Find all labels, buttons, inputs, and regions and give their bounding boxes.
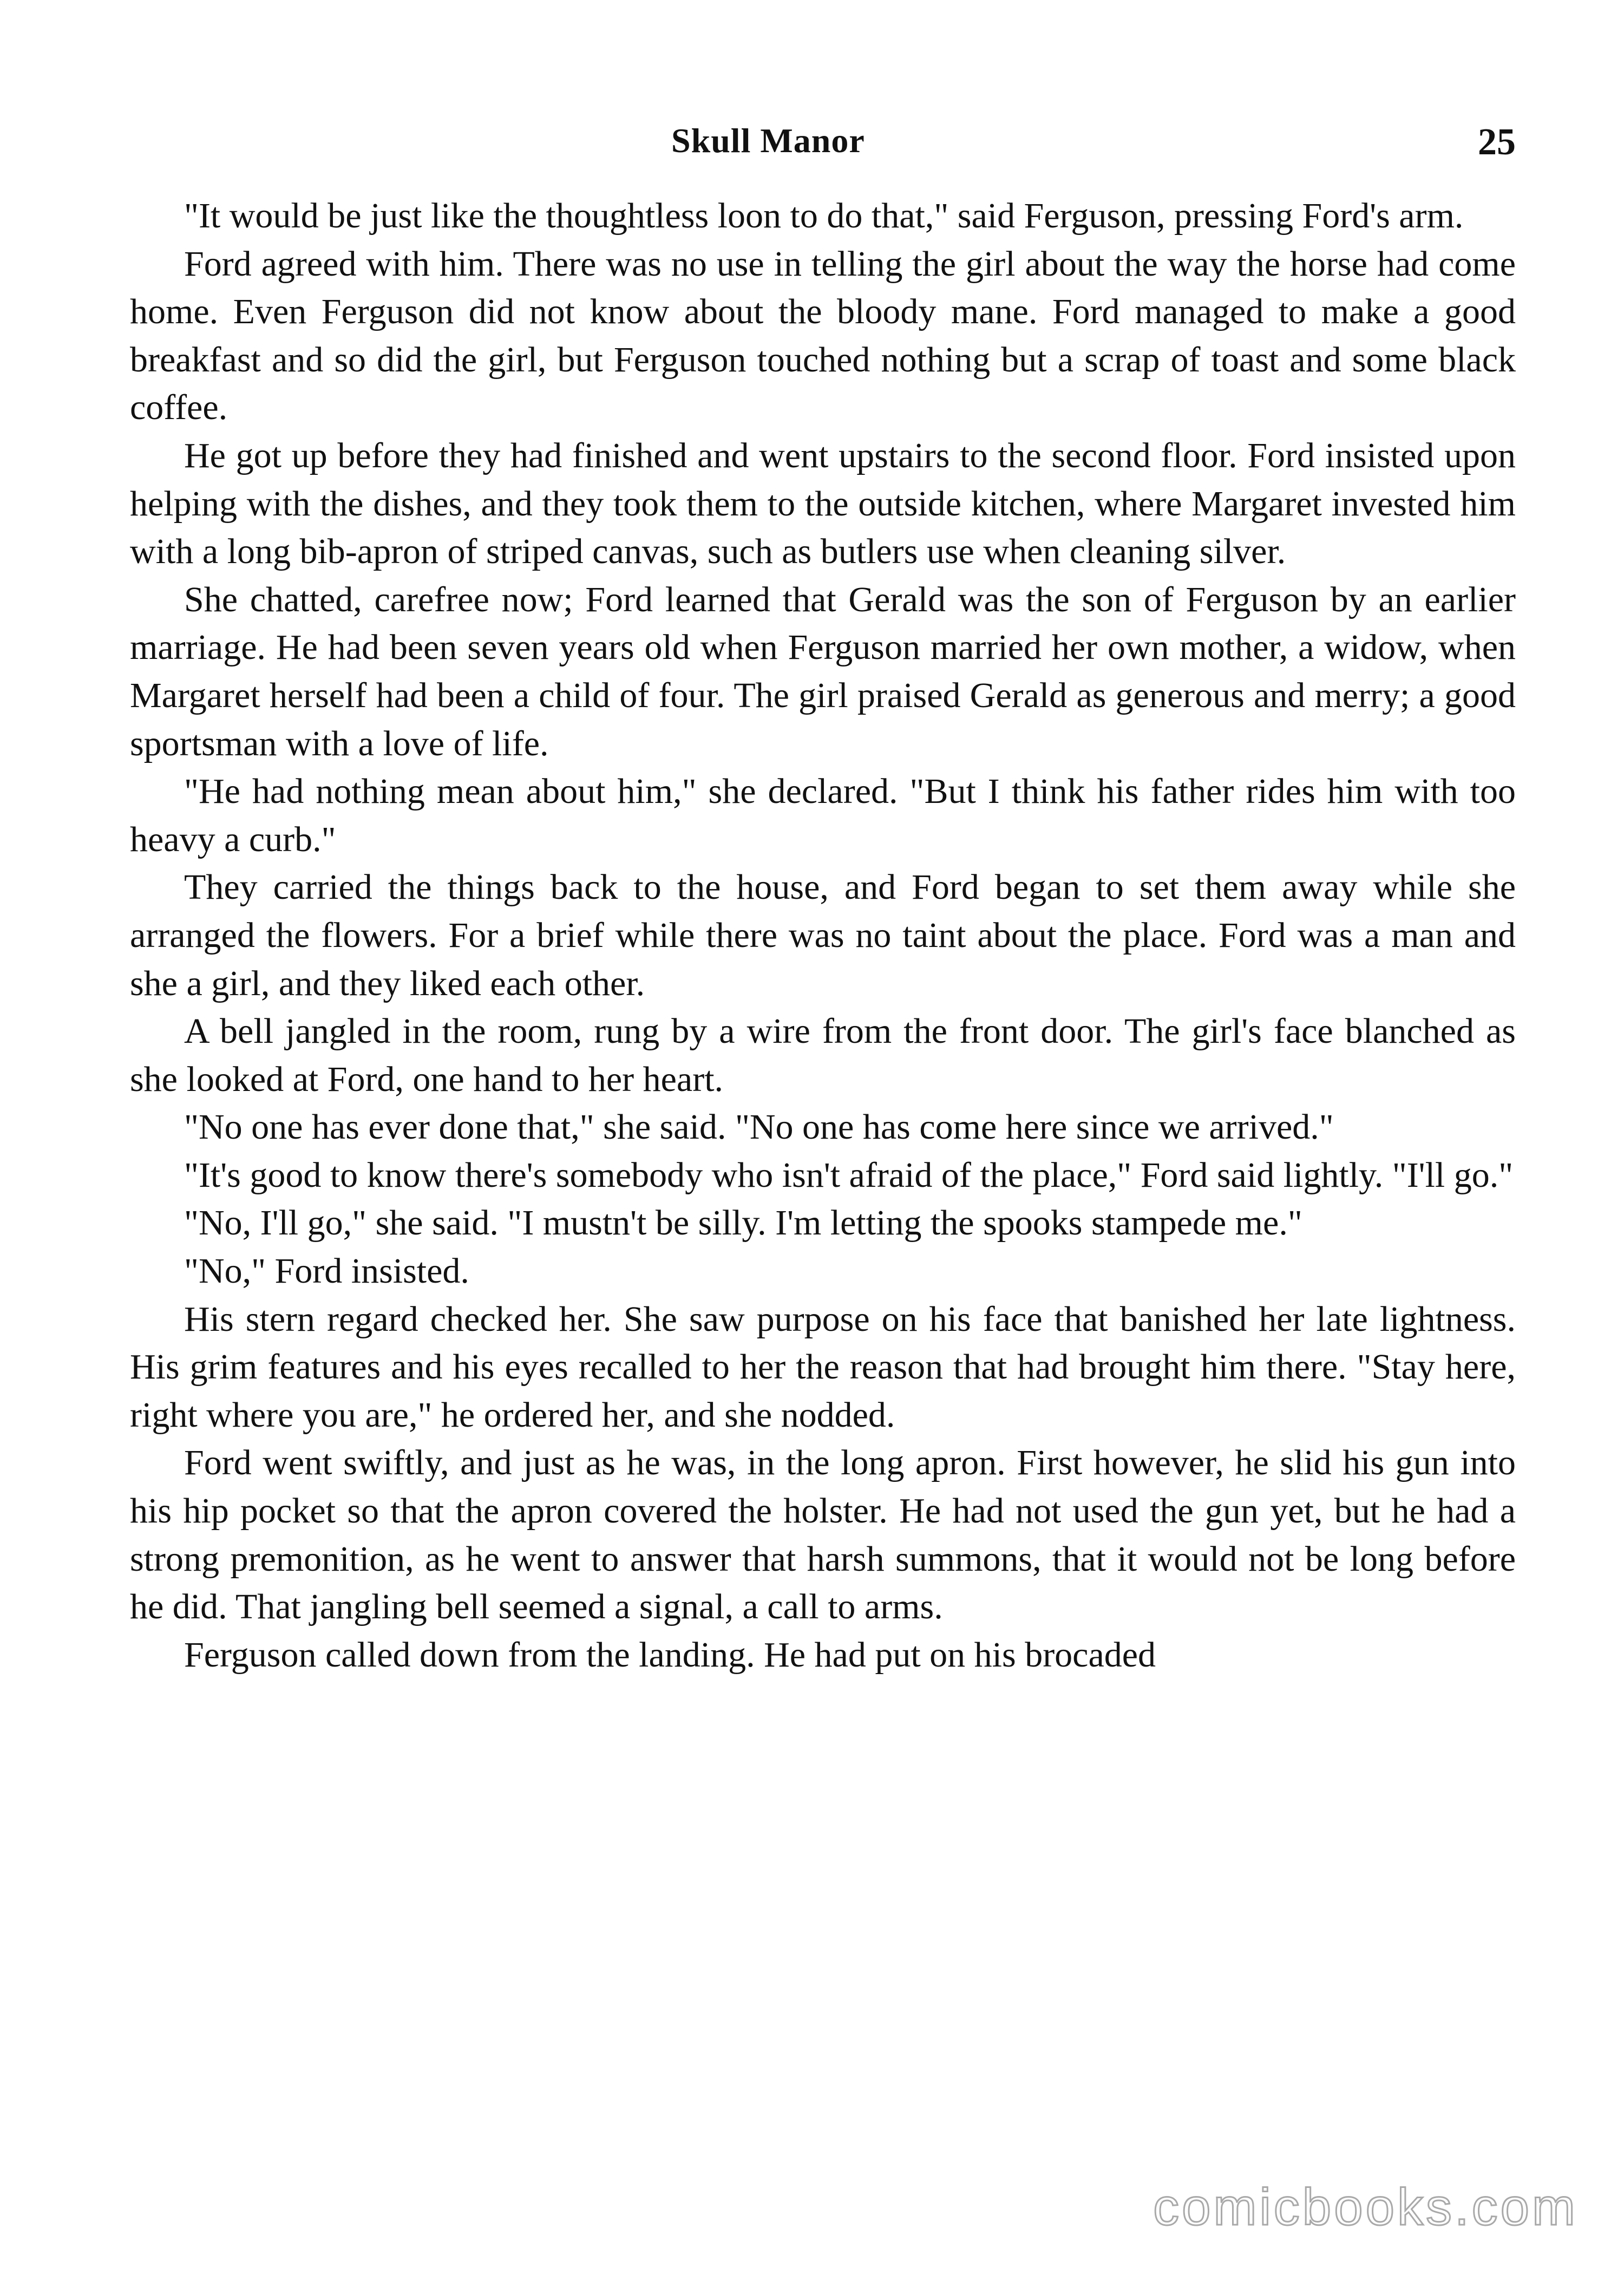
paragraph: "No, I'll go," she said. "I mustn't be silly. I'm letting the spooks stampede me." bbox=[184, 1203, 1302, 1243]
paragraph: "No one has ever done that," she said. "No one has come here since we arrived." bbox=[184, 1107, 1334, 1147]
page-number: 25 bbox=[1478, 121, 1516, 163]
watermark: comicbooks.com bbox=[1153, 2178, 1578, 2236]
paragraph: "He had nothing mean about him," she declared. "But I think his father rides him with too heavy a curb." bbox=[130, 772, 1516, 859]
paragraph: They carried the things back to the house, and Ford began to set them away while she arranged the flowers. For a brief while there was no taint about the place. Ford was a man and she a girl, and they liked each other. bbox=[130, 867, 1516, 1003]
running-head-title: Skull Manor bbox=[671, 121, 865, 160]
paragraph: "No," Ford insisted. bbox=[184, 1251, 469, 1291]
paragraph: Ferguson called down from the landing. He had put on his brocaded bbox=[184, 1635, 1156, 1675]
paragraph: His stern regard checked her. She saw purpose on his face that banished her late lightness. His grim features and his eyes recalled to her the reason that had brought him there. "Stay here, right where you are," he ordered her, and she nodded. bbox=[130, 1299, 1516, 1435]
paragraph: She chatted, carefree now; Ford learned that Gerald was the son of Ferguson by an earlier marriage. He had been seven years old when Ferguson married her own mother, a widow, when Margaret herself had been a child of four. The girl praised Gerald as generous and merry; a good sportsman with a love of life. bbox=[130, 579, 1516, 763]
paragraph: Ford agreed with him. There was no use in telling the girl about the way the horse had come home. Even Ferguson did not know about the bloody mane. Ford managed to make a good breakfast and so did the girl, but Ferguson touched nothing but a scrap of toast and some black coffee. bbox=[130, 244, 1516, 428]
paragraph: Ford went swiftly, and just as he was, in the long apron. First however, he slid his gun into his hip pocket so that the apron covered the holster. He had not used the gun yet, but he had a strong premonition, as he went to answer that harsh summons, that it would not be long before he did. That jangling bell seemed a signal, a call to arms. bbox=[130, 1443, 1516, 1627]
paragraph: A bell jangled in the room, rung by a wire from the front door. The girl's face blanched as she looked at Ford, one hand to her heart. bbox=[130, 1011, 1516, 1099]
paragraph: "It would be just like the thoughtless loon to do that," said Ferguson, pressing Ford's arm. bbox=[184, 196, 1464, 236]
body-text bbox=[130, 192, 1516, 1679]
paragraph: "It's good to know there's somebody who isn't afraid of the place," Ford said lightly. "I'll go." bbox=[184, 1155, 1514, 1195]
paragraph: He got up before they had finished and went upstairs to the second floor. Ford insisted upon helping with the dishes, and they took them to the outside kitchen, where Margaret invested him with a long bib-apron of striped canvas, such as butlers use when cleaning silver. bbox=[130, 435, 1516, 572]
